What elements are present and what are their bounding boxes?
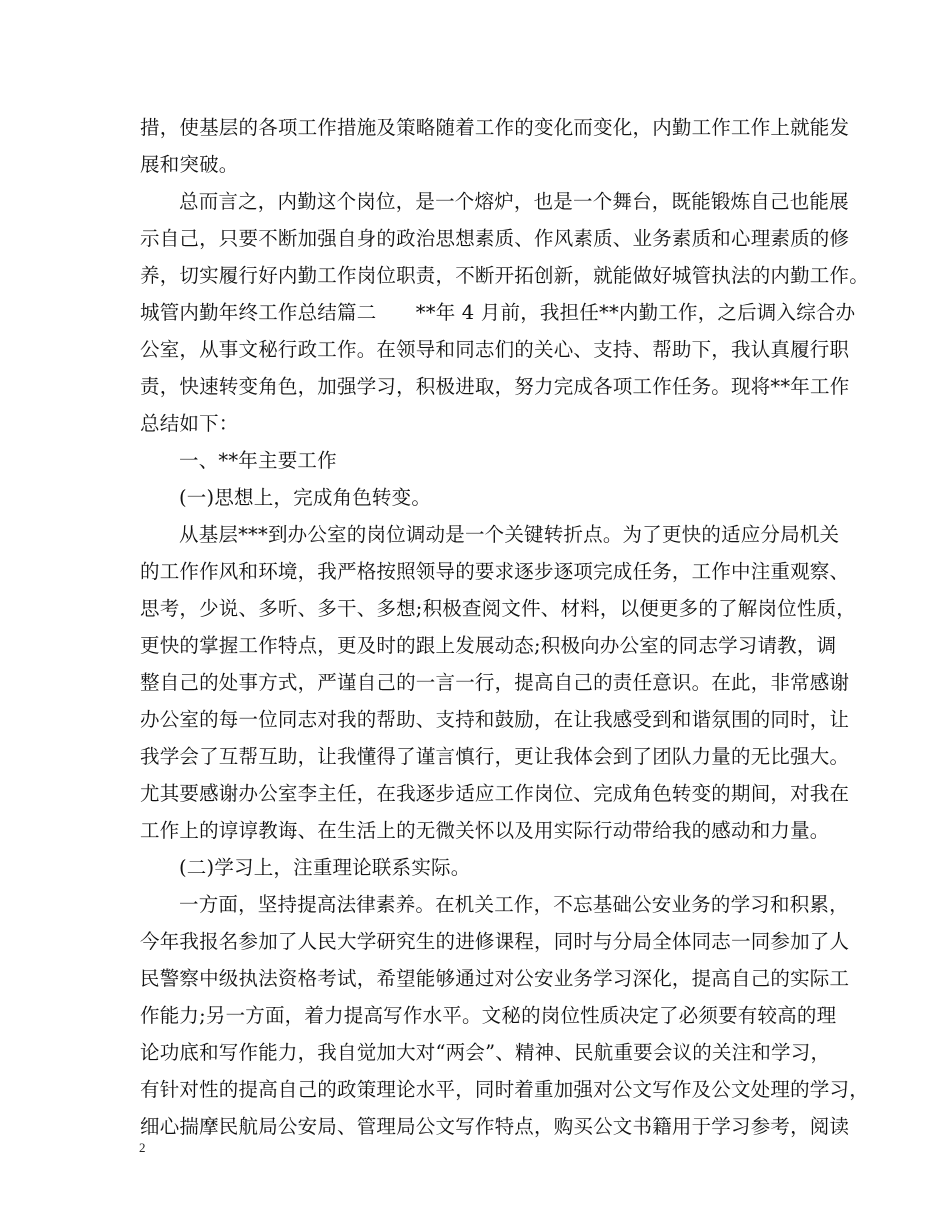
text-line: 整自己的处事方式，严谨自己的一言一行，提高自己的责任意识。在此，非常感谢 <box>140 671 850 694</box>
subheading-line: 一、**年主要工作 <box>179 449 337 472</box>
section-heading-line: 城管内勤年终工作总结篇二 **年 4 月前，我担任**内勤工作，之后调入综合办 <box>140 301 856 324</box>
text-line: 措，使基层的各项工作措施及策略随着工作的变化而变化，内勤工作工作上就能发 <box>140 116 850 139</box>
text-line: 思考，少说、多听、多干、多想;积极查阅文件、材料，以便更多的了解岗位性质， <box>140 597 856 620</box>
text-line: 更快的掌握工作特点，更及时的跟上发展动态;积极向办公室的同志学习请教，调 <box>140 634 837 657</box>
text-line: 示自己，只要不断加强自身的政治思想素质、作风素质、业务素质和心理素质的修 <box>140 227 850 250</box>
text-line: 办公室的每一位同志对我的帮助、支持和鼓励，在让我感受到和谐氛围的同时，让 <box>140 708 850 731</box>
text-line: 从基层***到办公室的岗位调动是一个关键转折点。为了更快的适应分局机关 <box>179 523 840 546</box>
text-line: 的工作作风和环境，我严格按照领导的要求逐步逐项完成任务，工作中注重观察、 <box>140 560 850 583</box>
text-line: 一方面，坚持提高法律素养。在机关工作，不忘基础公安业务的学习和积累， <box>179 893 849 916</box>
text-line: 工作上的谆谆教诲、在生活上的无微关怀以及用实际行动带给我的感动和力量。 <box>140 819 830 842</box>
subheading-line: (二)学习上，注重理论联系实际。 <box>179 856 471 879</box>
text-line: 今年我报名参加了人民大学研究生的进修课程，同时与分局全体同志一同参加了人 <box>140 930 850 953</box>
text-line: 作能力;另一方面，着力提高写作水平。文秘的岗位性质决定了必须要有较高的理 <box>140 1004 837 1027</box>
text-line: 有针对性的提高自己的政策理论水平，同时着重加强对公文写作及公文处理的学习， <box>140 1078 869 1101</box>
text-line: 尤其要感谢办公室李主任，在我逐步适应工作岗位、完成角色转变的期间，对我在 <box>140 782 850 805</box>
text-line: 养，切实履行好内勤工作岗位职责，不断开拓创新，就能做好城管执法的内勤工作。 <box>140 264 869 287</box>
text-line: 细心揣摩民航局公安局、管理局公文写作特点，购买公文书籍用于学习参考，阅读 <box>140 1115 850 1138</box>
text-line: 展和突破。 <box>140 153 239 176</box>
text-line: 我学会了互帮互助，让我懂得了谨言慎行，更让我体会到了团队力量的无比强大。 <box>140 745 850 768</box>
text-line: 责，快速转变角色，加强学习，积极进取，努力完成各项工作任务。现将**年工作 <box>140 375 850 398</box>
text-line: 总结如下： <box>140 412 239 435</box>
text-line: 总而言之，内勤这个岗位，是一个熔炉，也是一个舞台，既能锻炼自己也能展 <box>179 190 849 213</box>
text-line: 论功底和写作能力，我自觉加大对“两会”、精神、民航重要会议的关注和学习， <box>140 1041 831 1064</box>
subheading-line: (一)思想上，完成角色转变。 <box>179 486 432 509</box>
text-line: 公室，从事文秘行政工作。在领导和同志们的关心、支持、帮助下，我认真履行职 <box>140 338 850 361</box>
text-line: 民警察中级执法资格考试，希望能够通过对公安业务学习深化，提高自己的实际工 <box>140 967 850 990</box>
page-number: 2 <box>139 1140 146 1155</box>
